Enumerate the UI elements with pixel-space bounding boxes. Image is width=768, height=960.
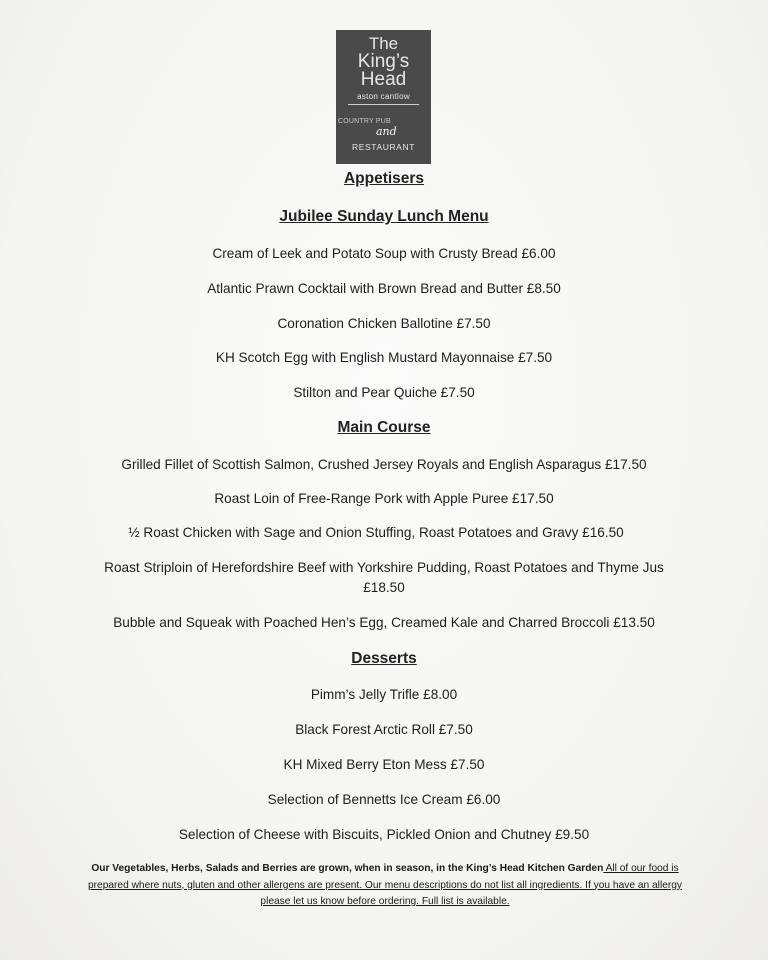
menu-item: Roast Striploin of Herefordshire Beef with Yorkshire Pudding, Roast Potatoes and Thyme Jus xyxy=(104,560,664,575)
section-heading-main-course: Main Course xyxy=(337,419,431,436)
logo-line-head: Head xyxy=(360,69,407,90)
menu-item-price: £18.50 xyxy=(363,580,405,595)
menu-item: Selection of Cheese with Biscuits, Pickled Onion and Chutney £9.50 xyxy=(178,827,590,842)
menu-item: Atlantic Prawn Cocktail with Brown Bread and Butter £8.50 xyxy=(207,281,561,296)
menu-item: Cream of Leek and Potato Soup with Crusty Bread £6.00 xyxy=(212,246,556,261)
menu-item: Pimm’s Jelly Trifle £8.00 xyxy=(310,687,458,702)
menu-subheading: Jubilee Sunday Lunch Menu xyxy=(279,208,489,225)
menu-item: ½ Roast Chicken with Sage and Onion Stuffing, Roast Potatoes and Gravy £16.50 xyxy=(128,525,624,540)
logo-place: aston cantlow xyxy=(348,92,419,105)
logo-line-the: The xyxy=(368,34,399,53)
menu-item: Roast Loin of Free-Range Pork with Apple Puree £17.50 xyxy=(214,491,554,506)
kitchen-garden-note: Our Vegetables, Herbs, Salads and Berries are grown, when in season, in the King’s Head Kitchen Garden xyxy=(91,863,604,874)
menu-item: Grilled Fillet of Scottish Salmon, Crushed Jersey Royals and English Asparagus £17.50 xyxy=(121,457,647,472)
menu-item: Black Forest Arctic Roll £7.50 xyxy=(295,722,473,737)
menu-item: Selection of Bennetts Ice Cream £6.00 xyxy=(267,792,501,807)
menu-item: Bubble and Squeak with Poached Hen’s Egg, Creamed Kale and Charred Broccoli £13.50 xyxy=(113,615,655,630)
allergen-note: All of our food is prepared where nuts, gluten and other allergens are present. Our menu descriptions do not list all ingredients. If you have an allergy please let us know before ordering. Full list is available. xyxy=(87,863,683,907)
section-heading-desserts: Desserts xyxy=(351,650,417,667)
allergen-footer xyxy=(80,861,690,911)
menu-item: Coronation Chicken Ballotine £7.50 xyxy=(277,316,491,331)
menu-item: KH Scotch Egg with English Mustard Mayonnaise £7.50 xyxy=(215,350,553,365)
logo-and-script: and xyxy=(376,125,397,138)
restaurant-logo xyxy=(336,30,431,164)
logo-country-pub: COUNTRY PUB xyxy=(338,118,391,125)
logo-line-kings: King’s xyxy=(357,51,410,72)
logo-restaurant: RESTAURANT xyxy=(352,142,415,152)
menu-item: KH Mixed Berry Eton Mess £7.50 xyxy=(283,757,485,772)
menu-item: Stilton and Pear Quiche £7.50 xyxy=(293,385,475,400)
section-heading-appetisers: Appetisers xyxy=(343,170,425,187)
